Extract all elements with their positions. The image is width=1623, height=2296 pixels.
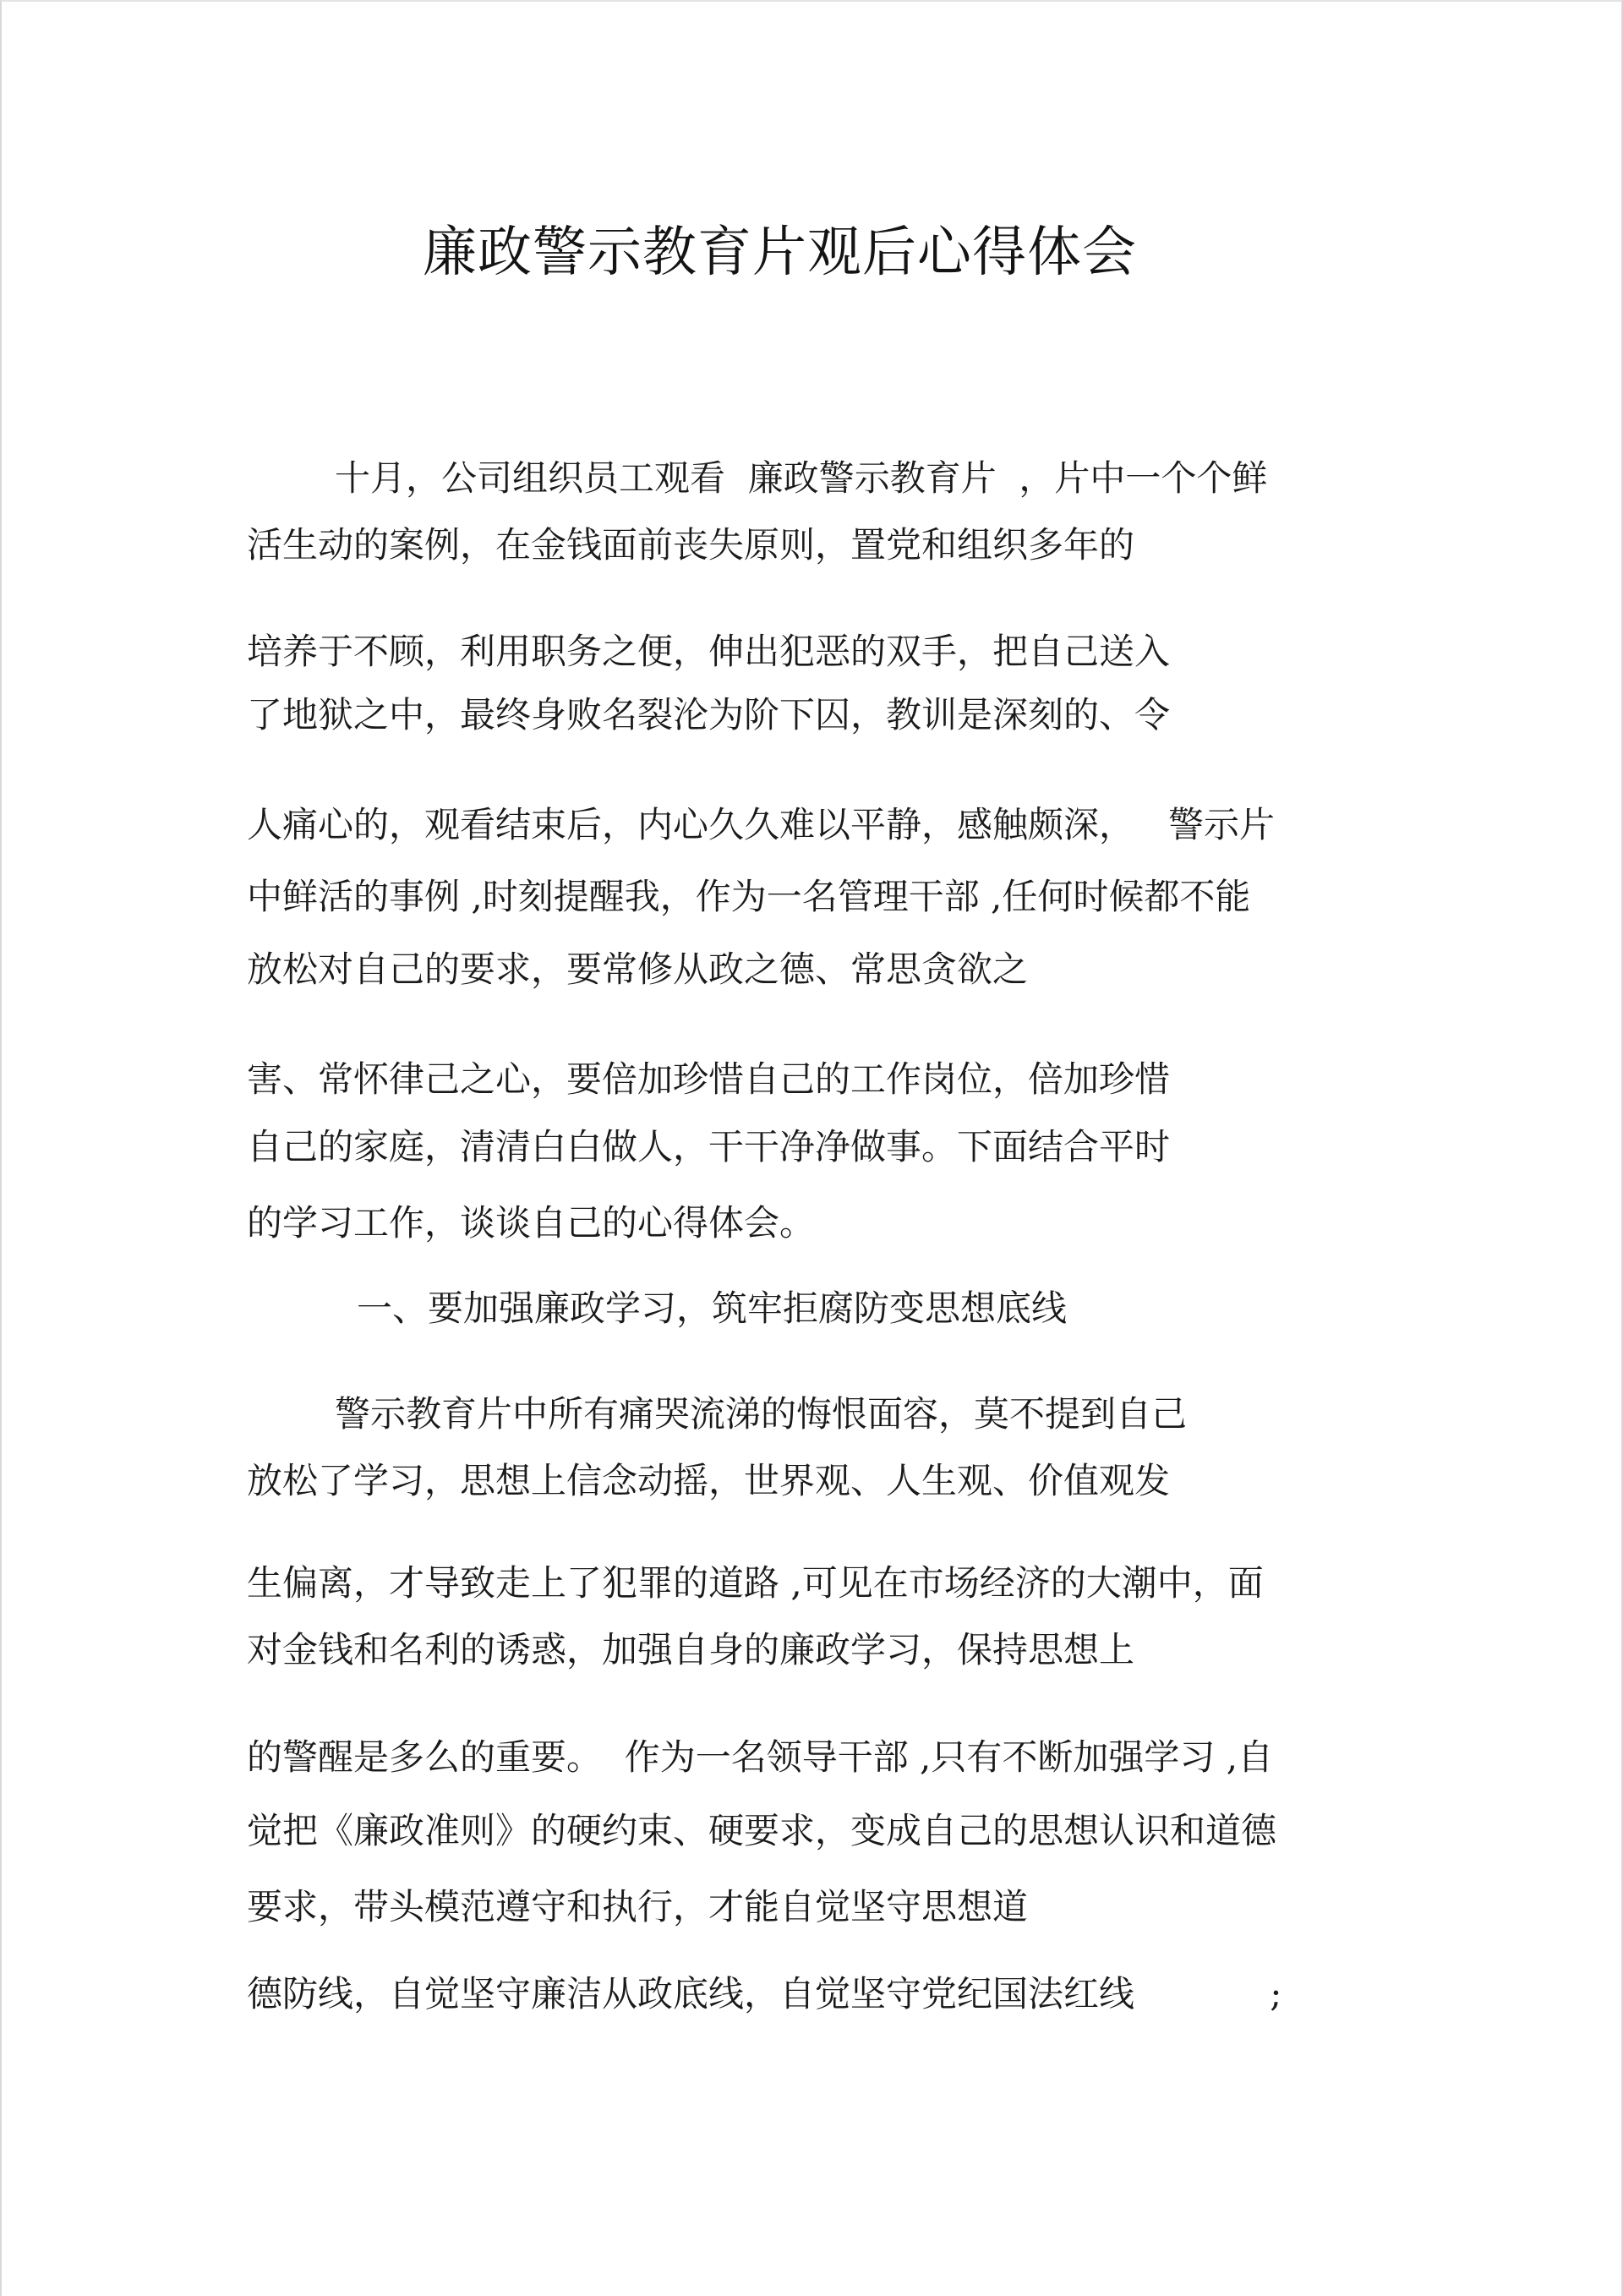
paragraph-line: 人痛心的，观看结束后，内心久久难以平静，感触颇深， 警示片 (247, 804, 1276, 845)
paragraph-line: 自己的家庭，清清白白做人，干干净净做事。下面结合平时 (247, 1126, 1171, 1167)
paragraph-line: 觉把《廉政准则》的硬约束、硬要求，变成自己的思想认识和道德 (247, 1810, 1277, 1851)
paragraph-line: 放松对自己的要求，要常修从政之德、常思贪欲之 (247, 948, 1029, 990)
paragraph-line: 中鲜活的事例 ,时刻提醒我，作为一名管理干部 ,任何时候都不能 (247, 876, 1251, 917)
paragraph-line: 十月，公司组织员工观看 廉政警示教育片 ，片中一个个鲜 (335, 457, 1268, 499)
paragraph-line: 害、常怀律己之心，要倍加珍惜自己的工作岗位，倍加珍惜 (247, 1058, 1171, 1100)
document-title: 廉政警示教育片观后心得体会 (423, 221, 1137, 284)
paragraph-line: 培养于不顾，利用职务之便，伸出犯恶的双手，把自己送入 (247, 631, 1171, 672)
paragraph-line: 对金钱和名利的诱惑，加强自身的廉政学习，保持思想上 (247, 1629, 1135, 1670)
paragraph-line: 警示教育片中所有痛哭流涕的悔恨面容，莫不提到自己 (335, 1393, 1188, 1435)
paragraph-line: 的学习工作，谈谈自己的心得体会。 (247, 1202, 816, 1244)
paragraph-line: 的警醒是多么的重要。 作为一名领导干部 ,只有不断加强学习 ,自 (247, 1736, 1274, 1778)
section-heading: 一、要加强廉政学习，筑牢拒腐防变思想底线 (357, 1287, 1068, 1329)
paragraph-line: 生偏离，才导致走上了犯罪的道路 ,可见在市场经济的大潮中，面 (247, 1562, 1264, 1604)
paragraph-line: 活生动的案例，在金钱面前丧失原则，置党和组织多年的 (247, 524, 1135, 566)
paragraph-line: 放松了学习，思想上信念动摇，世界观、人生观、价值观发 (247, 1460, 1171, 1501)
paragraph-line: 德防线，自觉坚守廉洁从政底线，自觉坚守党纪国法红线 ; (247, 1973, 1282, 2014)
paragraph-line: 要求，带头模范遵守和执行，才能自觉坚守思想道 (247, 1886, 1029, 1927)
paragraph-line: 了地狱之中，最终身败名裂沦为阶下囚，教训是深刻的、令 (247, 694, 1171, 735)
